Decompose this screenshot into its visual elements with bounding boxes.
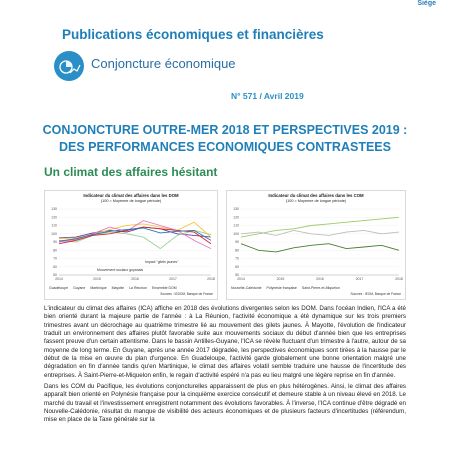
section-heading: Un climat des affaires hésitant — [44, 165, 218, 179]
dom-chart-source: Sources : IEDOM, Banque de France — [160, 292, 213, 296]
x-tick-label: 2015 — [93, 277, 101, 281]
y-tick-label: 120 — [51, 215, 57, 220]
com-chart-legend — [231, 286, 401, 290]
main-title-line-1: CONJONCTURE OUTRE-MER 2018 ET PERSPECTIVES 2019 : — [42, 123, 408, 137]
x-tick-label: 2014 — [55, 277, 63, 281]
dom-chart-legend — [49, 286, 213, 290]
series-line — [241, 217, 399, 237]
com-chart-title: Indicateur du climat des affaires dans les COM — [268, 193, 364, 198]
series-title: Conjoncture économique — [91, 56, 236, 71]
series-line — [241, 244, 399, 252]
dom-chart-plot — [45, 205, 217, 285]
y-tick-label: 80 — [53, 248, 57, 253]
issue-number: N° 571 / Avril 2019 — [231, 91, 304, 101]
chart-annotation: Impact "gilets jaunes" — [145, 260, 179, 264]
x-tick-label: 2018 — [207, 277, 215, 281]
x-tick-label: 2015 — [276, 277, 285, 281]
y-tick-label: 70 — [235, 256, 239, 261]
legend-item: Guadeloupe — [49, 286, 69, 290]
legend-item: Nouvelle-Calédonie — [231, 286, 262, 290]
series-line — [59, 230, 211, 248]
x-tick-label: 2017 — [355, 277, 364, 281]
y-tick-label: 80 — [235, 248, 239, 253]
x-tick-label: 2014 — [237, 277, 245, 281]
y-tick-label: 100 — [233, 231, 239, 236]
dom-chart-title: Indicateur du climat des affaires dans les DOM — [83, 193, 179, 198]
publication-title: Publications économiques et financières — [62, 27, 324, 42]
chart-badge-icon — [54, 51, 84, 81]
y-tick-label: 130 — [51, 207, 57, 212]
x-tick-label: 2017 — [169, 277, 177, 281]
body-paragraph-1: L'indicateur du climat des affaires (ICA) affiche en 2018 des évolutions divergentes selon les DOM. Dans l'océan Indien, l'ICA a été bien orienté durant la majeure partie de l'année : à La Réunion, l'activité économique a été dynamique sur les trois premiers trimestres avant un décrochage au quatrième trimestre lié au mouvement des gilets jaunes. À Mayotte, l'évolution de l'indicateur traduit un environnement des affaires plutôt favorable suite aux mouvements sociaux du début d'année bien que les entreprises fassent preuve d'un certain attentisme. Dans le bassin Antilles-Guyane, l'ICA se révèle fluctuant d'un trimestre à l'autre, autour de sa moyenne de long terme. En Guyane, après une année 2017 dégradée, les perspectives économiques sont tirées à la hausse par le début de la mise en œuvre du plan d'urgence. En Guadeloupe, l'activité garde globalement une bonne orientation malgré une dégradation en fin d'année tandis qu'en Martinique, le climat des affaires volatil semble traduire une hausse de l'incertitude des entreprises. À Saint-Pierre-et-Miquelon enfin, le regain d'activité espéré n'a pas eu lieu malgré une légère reprise en fin d'année. — [44, 305, 406, 379]
y-tick-label: 50 — [53, 273, 57, 278]
body-paragraph-2: Dans les COM du Pacifique, les évolutions conjoncturelles apparaissent de plus en plus hétérogènes. Ainsi, le climat des affaires apparaît bien orienté en Polynésie française pour la cinquième exercice consécutif et demeure stable à un niveau élevé en 2018. Le marché du travail et l'investissement enregistrent notamment des évolutions favorables. À l'inverse, l'ICA continue d'être dégradé en Nouvelle-Calédonie, résultat du manque de visibilité des acteurs économiques et de plusieurs facteurs d'incertitudes (référendum, mise en place de la Taxe générale sur la — [44, 383, 406, 424]
x-tick-label: 2016 — [316, 277, 324, 281]
com-chart — [226, 190, 406, 300]
y-tick-label: 110 — [51, 223, 57, 228]
legend-item: La Réunion — [129, 286, 147, 290]
dom-chart — [44, 190, 218, 300]
main-title-line-2: DES PERFORMANCES ECONOMIQUES CONTRASTEES — [59, 140, 391, 154]
y-tick-label: 60 — [53, 264, 57, 269]
y-tick-label: 90 — [235, 240, 239, 245]
y-tick-label: 70 — [53, 256, 57, 261]
com-chart-subtitle: (100 = Moyenne de longue période) — [285, 199, 347, 203]
legend-item: Saint-Pierre-et-Miquelon — [301, 286, 340, 290]
legend-item: Polynésie française — [266, 286, 297, 290]
y-tick-label: 110 — [233, 223, 239, 228]
x-tick-label: 2016 — [131, 277, 139, 281]
com-chart-source: Sources : IEOM, Banque de France — [350, 292, 401, 296]
chart-annotation: Mouvement sociaux guyanais — [97, 268, 144, 272]
legend-item: Mayotte — [111, 286, 125, 290]
y-tick-label: 100 — [51, 231, 57, 236]
series-line — [241, 230, 399, 235]
report-header — [0, 0, 450, 112]
y-tick-label: 50 — [235, 273, 239, 278]
y-tick-label: 60 — [235, 264, 239, 269]
legend-item: Martinique — [90, 286, 107, 290]
y-tick-label: 130 — [233, 207, 239, 212]
dom-chart-subtitle: (100 = Moyenne de longue période) — [100, 199, 162, 203]
legend-item: Ensemble DOM — [151, 286, 177, 290]
legend-item: Guyane — [73, 286, 86, 290]
main-title — [0, 122, 450, 156]
com-chart-plot — [227, 205, 405, 285]
y-tick-label: 120 — [233, 215, 239, 220]
x-tick-label: 2018 — [395, 277, 403, 281]
corner-label: Siège — [417, 0, 436, 7]
y-tick-label: 90 — [53, 240, 57, 245]
